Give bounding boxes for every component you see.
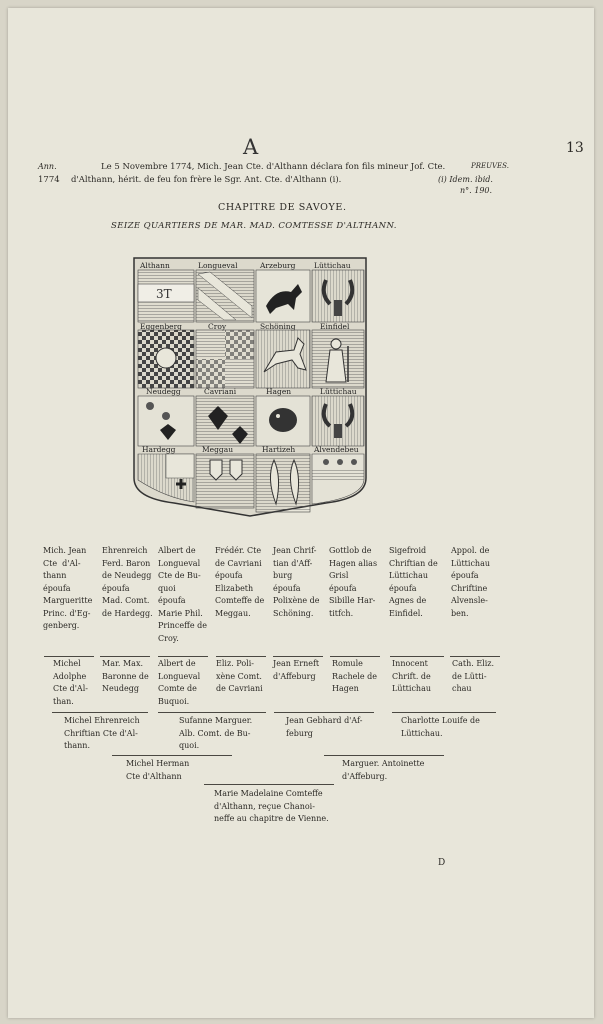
page-number: 13	[566, 140, 584, 156]
gen1-entry-3: Albert de Longueval Cte de Bu- quoi époufa Marie Phil. Princeffe de Croy.	[158, 546, 207, 643]
gen1-entry-2: Ehrenreich Ferd. Baron de Neudegg époufa Mad. Comt. de Hardegg.	[102, 546, 153, 618]
label-einfidel: Einfidel	[320, 322, 350, 331]
label-hardegg: Hardegg	[142, 445, 176, 454]
bracket-g1-4	[216, 656, 266, 657]
gen1-entry-7: Sigefroid Chriftian de Lüttichau époufa Agnes de Einfidel.	[389, 546, 438, 618]
margin-note-preuves: PREUVES.	[471, 162, 509, 170]
label-hartizeh: Hartizeh	[262, 445, 296, 454]
quarter-arzeburg	[256, 270, 310, 322]
gen4-entry-2: Marguer. Antoinette d'Affeburg.	[342, 759, 425, 781]
margin-note-year: 1774	[38, 175, 60, 185]
chapter-subtitle: SEIZE QUARTIERS DE MAR. MAD. COMTESSE D'ALTHANN.	[111, 221, 397, 231]
gen1-entry-8: Appol. de Lüttichau époufa Chriftine Alvensle- ben.	[451, 546, 491, 618]
gen2-entry-4: Eliz. Poli- xène Comt. de Cavriani	[216, 659, 263, 693]
bracket-g2-1	[52, 712, 148, 713]
althann-monogram: 3T	[156, 287, 172, 301]
quarter-meggau	[196, 454, 254, 508]
gen2-entry-5: Jean Erneft d'Affeburg	[273, 659, 320, 681]
chapter-title: CHAPITRE DE SAVOYE.	[218, 202, 347, 213]
quarter-einfidel	[312, 330, 364, 388]
gen5-entry: Marie Madelaine Comteffe d'Althann, reçue Chanoi- neffe au chapitre de Vienne.	[214, 789, 329, 823]
bracket-g1-1	[44, 656, 94, 657]
bracket-g2-3	[274, 712, 374, 713]
label-cavriani: Cavriani	[204, 387, 237, 396]
quarter-hartizeh	[256, 454, 310, 512]
bracket-g4	[204, 784, 334, 785]
label-eggenberg: Eggenberg	[140, 322, 182, 331]
quarter-longueval	[196, 270, 254, 322]
gen1-entry-5: Jean Chrif- tian d'Aff- burg époufa Polixène de Schöning.	[273, 546, 320, 618]
label-althann: Althann	[140, 261, 170, 270]
gen2-entry-7: Innocent Chrift. de Lüttichau	[392, 659, 432, 693]
gen1-entry-4: Frédér. Cte de Cavriani époufa Elizabeth Comteffe de Meggau.	[215, 546, 265, 618]
label-croy: Croy	[208, 322, 227, 331]
gen4-entry-1: Michel Herman Cte d'Althann	[126, 759, 190, 781]
margin-note-ann: Ann.	[38, 162, 57, 171]
signature-letter: D	[438, 858, 446, 868]
quarter-eggenberg	[138, 330, 194, 388]
label-hagen: Hagen	[266, 387, 292, 396]
label-schoning: Schöning	[260, 322, 296, 331]
margin-note-number: n°. 190.	[460, 186, 493, 195]
bracket-g1-7	[390, 656, 444, 657]
quarter-luttichau-2	[312, 396, 364, 446]
gen2-entry-1: Michel Adolphe Cte d'Al- than.	[53, 659, 88, 706]
bracket-g1-6	[330, 656, 380, 657]
bracket-g1-2	[100, 656, 150, 657]
bracket-g3-2	[324, 755, 444, 756]
header-line-1: Le 5 Novembre 1774, Mich. Jean Cte. d'Althann déclara fon fils mineur Jof. Cte.	[101, 162, 446, 172]
gen3-entry-2: Sufanne Marguer. Alb. Comt. de Bu- quoi.	[179, 716, 253, 750]
label-luttichau-1: Lüttichau	[314, 261, 351, 270]
header-line-2: d'Althann, hérit. de feu fon frère le Sgr. Ant. Cte. d'Althann (i).	[71, 175, 342, 185]
gen2-entry-2: Mar. Max. Baronne de Neudegg	[102, 659, 149, 693]
label-alvendebeu: Alvendebeu	[314, 445, 359, 454]
label-meggau: Meggau	[202, 445, 234, 454]
quarter-hagen	[256, 396, 310, 446]
quarter-cavriani	[196, 396, 254, 446]
label-neudegg: Neudegg	[146, 387, 181, 396]
quarter-croy	[196, 330, 254, 388]
bracket-g2-2	[158, 712, 266, 713]
gen2-entry-8: Cath. Eliz. de Lütti- chau	[452, 659, 495, 693]
bracket-g3-1	[112, 755, 232, 756]
gen3-entry-1: Michel Ehrenreich Chriftian Cte d'Al- thann.	[64, 716, 140, 750]
quarter-neudegg	[138, 396, 194, 446]
book-page	[8, 8, 594, 1018]
quarter-luttichau-1	[312, 270, 364, 322]
bracket-g1-5	[273, 656, 323, 657]
gen1-entry-1: Mich. Jean Cte d'Al- thann époufa Margueritte Princ. d'Eg- genberg.	[43, 546, 93, 630]
bracket-g1-3	[158, 656, 208, 657]
gen2-entry-3: Albert de Longueval Comte de Buquoi.	[158, 659, 201, 706]
bracket-g2-4	[392, 712, 496, 713]
bracket-g1-8	[450, 656, 500, 657]
coat-of-arms-shield	[126, 248, 370, 520]
gen3-entry-4: Charlotte Louife de Lüttichau.	[401, 716, 480, 738]
quarter-schoning	[256, 330, 310, 388]
label-luttichau-2: Lüttichau	[320, 387, 357, 396]
quarter-althann	[138, 270, 194, 322]
label-arzeburg: Arzeburg	[260, 261, 296, 270]
gen3-entry-3: Jean Gebhard d'Af- feburg	[286, 716, 363, 738]
gen1-entry-6: Gottlob de Hagen alias Grisl époufa Sibille Har- titfch.	[329, 546, 378, 618]
quarter-alvendebeu	[312, 454, 364, 504]
section-letter: A	[243, 135, 259, 159]
gen2-entry-6: Romule Rachele de Hagen	[332, 659, 378, 693]
margin-note-idem: (i) Idem. ibid.	[438, 175, 493, 184]
label-longueval: Longueval	[198, 261, 238, 270]
